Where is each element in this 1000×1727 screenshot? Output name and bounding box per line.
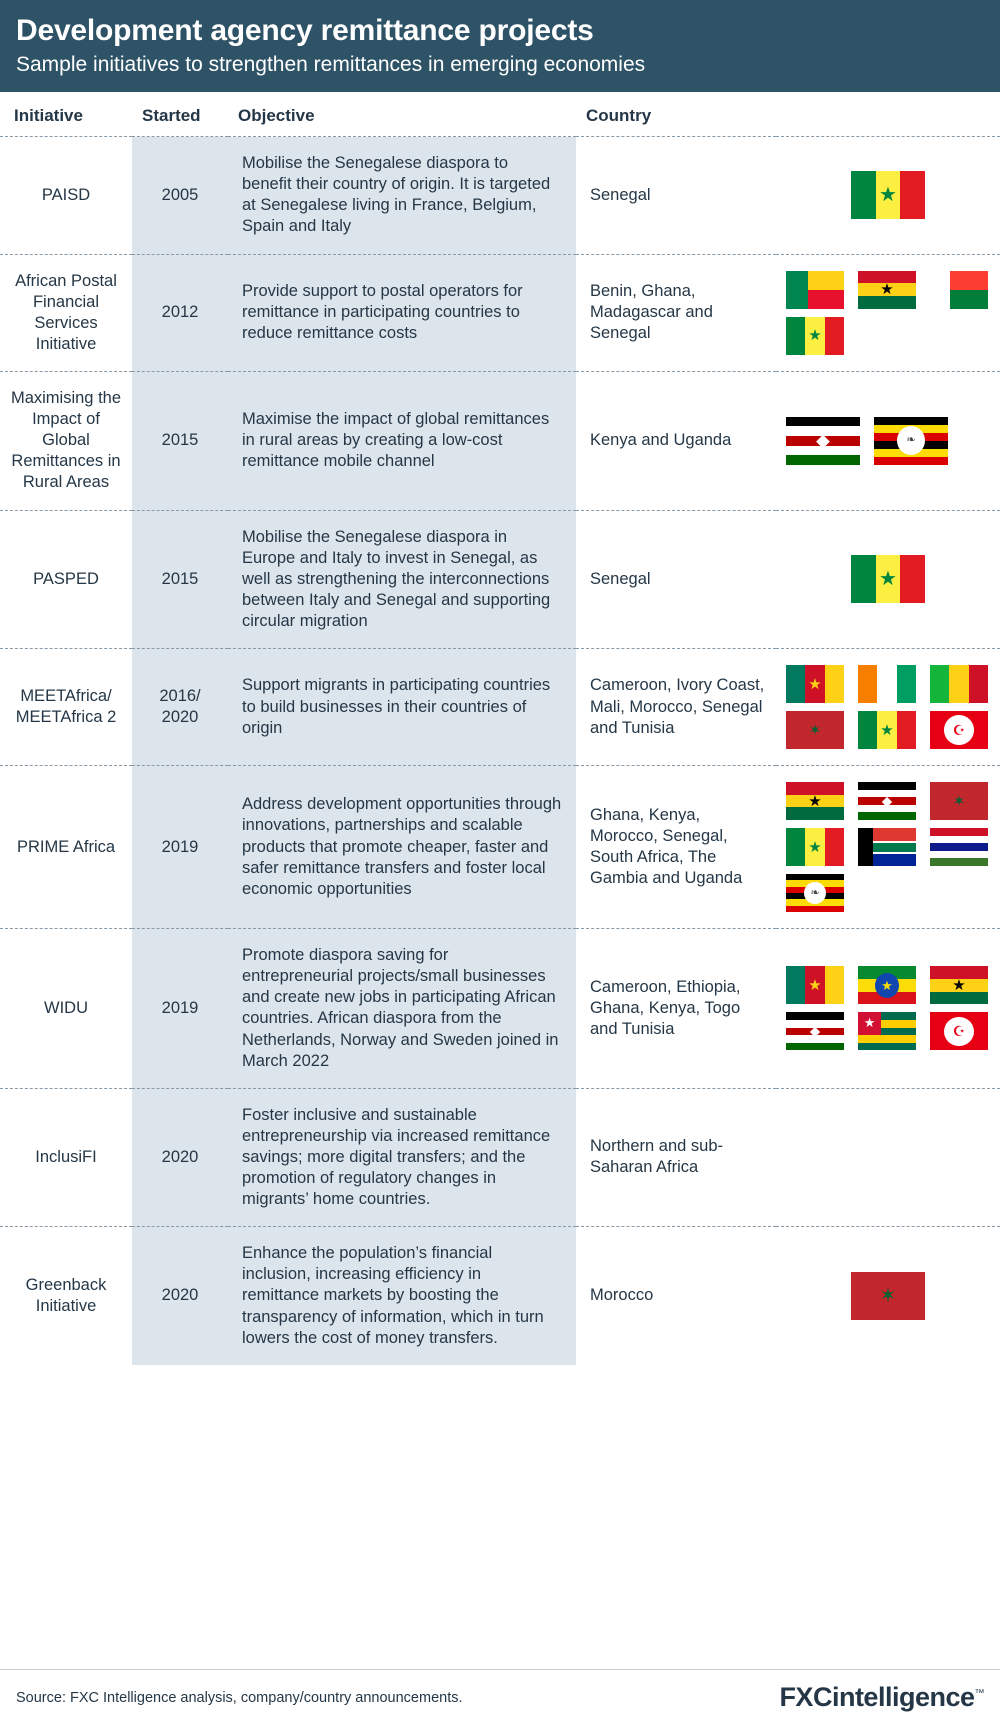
cell-country: Kenya and Uganda [590,431,732,450]
flag-group [786,271,990,355]
cell-country: Senegal [590,569,651,588]
cell-flags [776,254,1000,371]
senegal-flag-icon: ★ [851,555,925,603]
logo-fx: FX [779,1682,813,1712]
cell-flags [776,766,1000,929]
column-header-country: Country [576,92,776,137]
page-title: Development agency remittance projects [16,14,594,47]
kenya-flag-icon: ⬥ [786,417,860,465]
cell-initiative: WIDU [44,998,88,1017]
table-row [0,254,1000,371]
cell-country: Cameroon, Ethiopia, Ghana, Kenya, Togo and Tunisia [590,977,741,1038]
kenya-flag-icon: ⬥ [858,782,916,820]
table-row [0,1227,1000,1365]
projects-table [0,92,1000,1365]
flag-group [786,555,990,603]
cell-objective: Promote diaspora saving for entrepreneurial projects/small businesses and create new jobs in participating African countries. African diaspora from the Netherlands, Norway and Sweden joined in March 2022 [228,929,576,1089]
cell-flags [776,929,1000,1089]
cell-country: Morocco [590,1286,654,1305]
table-row [0,649,1000,766]
senegal-flag-icon: ★ [786,828,844,866]
cell-country: Senegal [590,185,651,204]
cell-country: Northern and sub-Saharan Africa [590,1137,723,1177]
cell-initiative: PASPED [33,569,99,588]
cell-objective: Provide support to postal operators for remittance in participating countries to reduce remittance costs [228,254,576,371]
cell-started: 2015 [132,371,228,510]
flag-group [786,782,990,912]
cell-objective: Mobilise the Senegalese diaspora in Europe and Italy to invest in Senegal, as well as strengthening the interconnections between Italy and Senegal and supporting circular migration [228,510,576,649]
cell-initiative: Greenback Initiative [25,1275,107,1316]
table-row [0,766,1000,929]
page-subtitle: Sample initiatives to strengthen remittances in emerging economies [16,53,646,76]
uganda-flag-icon: ❧ [786,874,844,912]
cell-initiative: PAISD [41,185,91,204]
cell-started: 2020 [132,1088,228,1227]
senegal-flag-icon: ★ [851,171,925,219]
table-header [0,92,1000,137]
logo-rest: Cintelligence [812,1682,975,1712]
cell-country: Ghana, Kenya, Morocco, Senegal, South Africa, The Gambia and Uganda [590,805,743,888]
flag-group [786,417,990,465]
uganda-flag-icon: ❧ [874,417,948,465]
flag-group [786,665,990,749]
table-row [0,929,1000,1089]
cell-flags [776,1088,1000,1227]
gambia-flag-icon [930,828,988,866]
mali-flag-icon [930,665,988,703]
ghana-flag-icon: ★ [786,782,844,820]
cell-flags [776,649,1000,766]
morocco-flag-icon: ✶ [786,711,844,749]
ivorycoast-flag-icon [858,665,916,703]
tunisia-flag-icon: ☪ [930,1012,988,1050]
table-row [0,137,1000,254]
cell-objective: Support migrants in participating countries to build businesses in their countries of origin [228,649,576,766]
column-header-started: Started [132,92,228,137]
cell-initiative: Maximising the Impact of Global Remittances in Rural Areas [10,388,122,492]
cell-initiative: InclusiFI [35,1147,97,1166]
table-row [0,1088,1000,1227]
table-body [0,137,1000,1365]
fxc-intelligence-logo [779,1682,984,1713]
cell-objective: Maximise the impact of global remittances in rural areas by creating a low-cost remittance mobile channel [228,371,576,510]
cell-started: 2019 [132,929,228,1089]
cell-started: 2012 [132,254,228,371]
cell-country: Benin, Ghana, Madagascar and Senegal [590,282,713,343]
flag-group [786,966,990,1050]
column-header-initiative: Initiative [0,92,132,137]
cell-objective: Enhance the population’s financial inclusion, increasing efficiency in remittance markets by boosting the transparency of information, which in turn lowers the cost of money transfers. [228,1227,576,1365]
cameroon-flag-icon: ★ [786,966,844,1004]
cell-country: Cameroon, Ivory Coast, Mali, Morocco, Senegal and Tunisia [590,676,765,737]
header [0,0,1000,92]
cell-flags [776,510,1000,649]
cell-objective: Mobilise the Senegalese diaspora to benefit their country of origin. It is targeted at Senegalese living in France, Belgium, Spain and Italy [228,137,576,254]
ethiopia-flag-icon: ★ [858,966,916,1004]
cell-started: 2016/ 2020 [132,649,228,766]
cell-started: 2015 [132,510,228,649]
cell-objective: Foster inclusive and sustainable entrepreneurship via increased remittance savings; more digital transfers; and the promotion of regulatory changes in migrants’ home countries. [228,1088,576,1227]
table-row [0,510,1000,649]
ghana-flag-icon: ★ [858,271,916,309]
cameroon-flag-icon: ★ [786,665,844,703]
cell-initiative: African Postal Financial Services Initiative [15,271,117,353]
cell-initiative: MEETAfrica/ MEETAfrica 2 [15,686,117,727]
cell-started: 2020 [132,1227,228,1365]
column-header-flags [776,92,1000,137]
cell-initiative: PRIME Africa [16,837,116,856]
cell-flags [776,1227,1000,1365]
southafrica-flag-icon [858,828,916,866]
column-header-objective: Objective [228,92,576,137]
morocco-flag-icon: ✶ [930,782,988,820]
cell-started: 2005 [132,137,228,254]
senegal-flag-icon: ★ [786,317,844,355]
table-row [0,371,1000,510]
benin-flag-icon [786,271,844,309]
togo-flag-icon: ★ [858,1012,916,1050]
kenya-flag-icon: ⬥ [786,1012,844,1050]
madagascar-flag-icon [930,271,988,309]
senegal-flag-icon: ★ [858,711,916,749]
cell-objective: Address development opportunities through innovations, partnerships and scalable products that promote cheaper, faster and safer remittance transfers and foster local economic opportunities [228,766,576,929]
flag-group [786,1272,990,1320]
footer [0,1669,1000,1727]
ghana-flag-icon: ★ [930,966,988,1004]
logo-trademark: ™ [974,1688,984,1699]
cell-flags [776,137,1000,254]
tunisia-flag-icon: ☪ [930,711,988,749]
morocco-flag-icon: ✶ [851,1272,925,1320]
flag-group [786,171,990,219]
cell-started: 2019 [132,766,228,929]
cell-flags [776,371,1000,510]
source-note: Source: FXC Intelligence analysis, company/country announcements. [16,1689,463,1706]
